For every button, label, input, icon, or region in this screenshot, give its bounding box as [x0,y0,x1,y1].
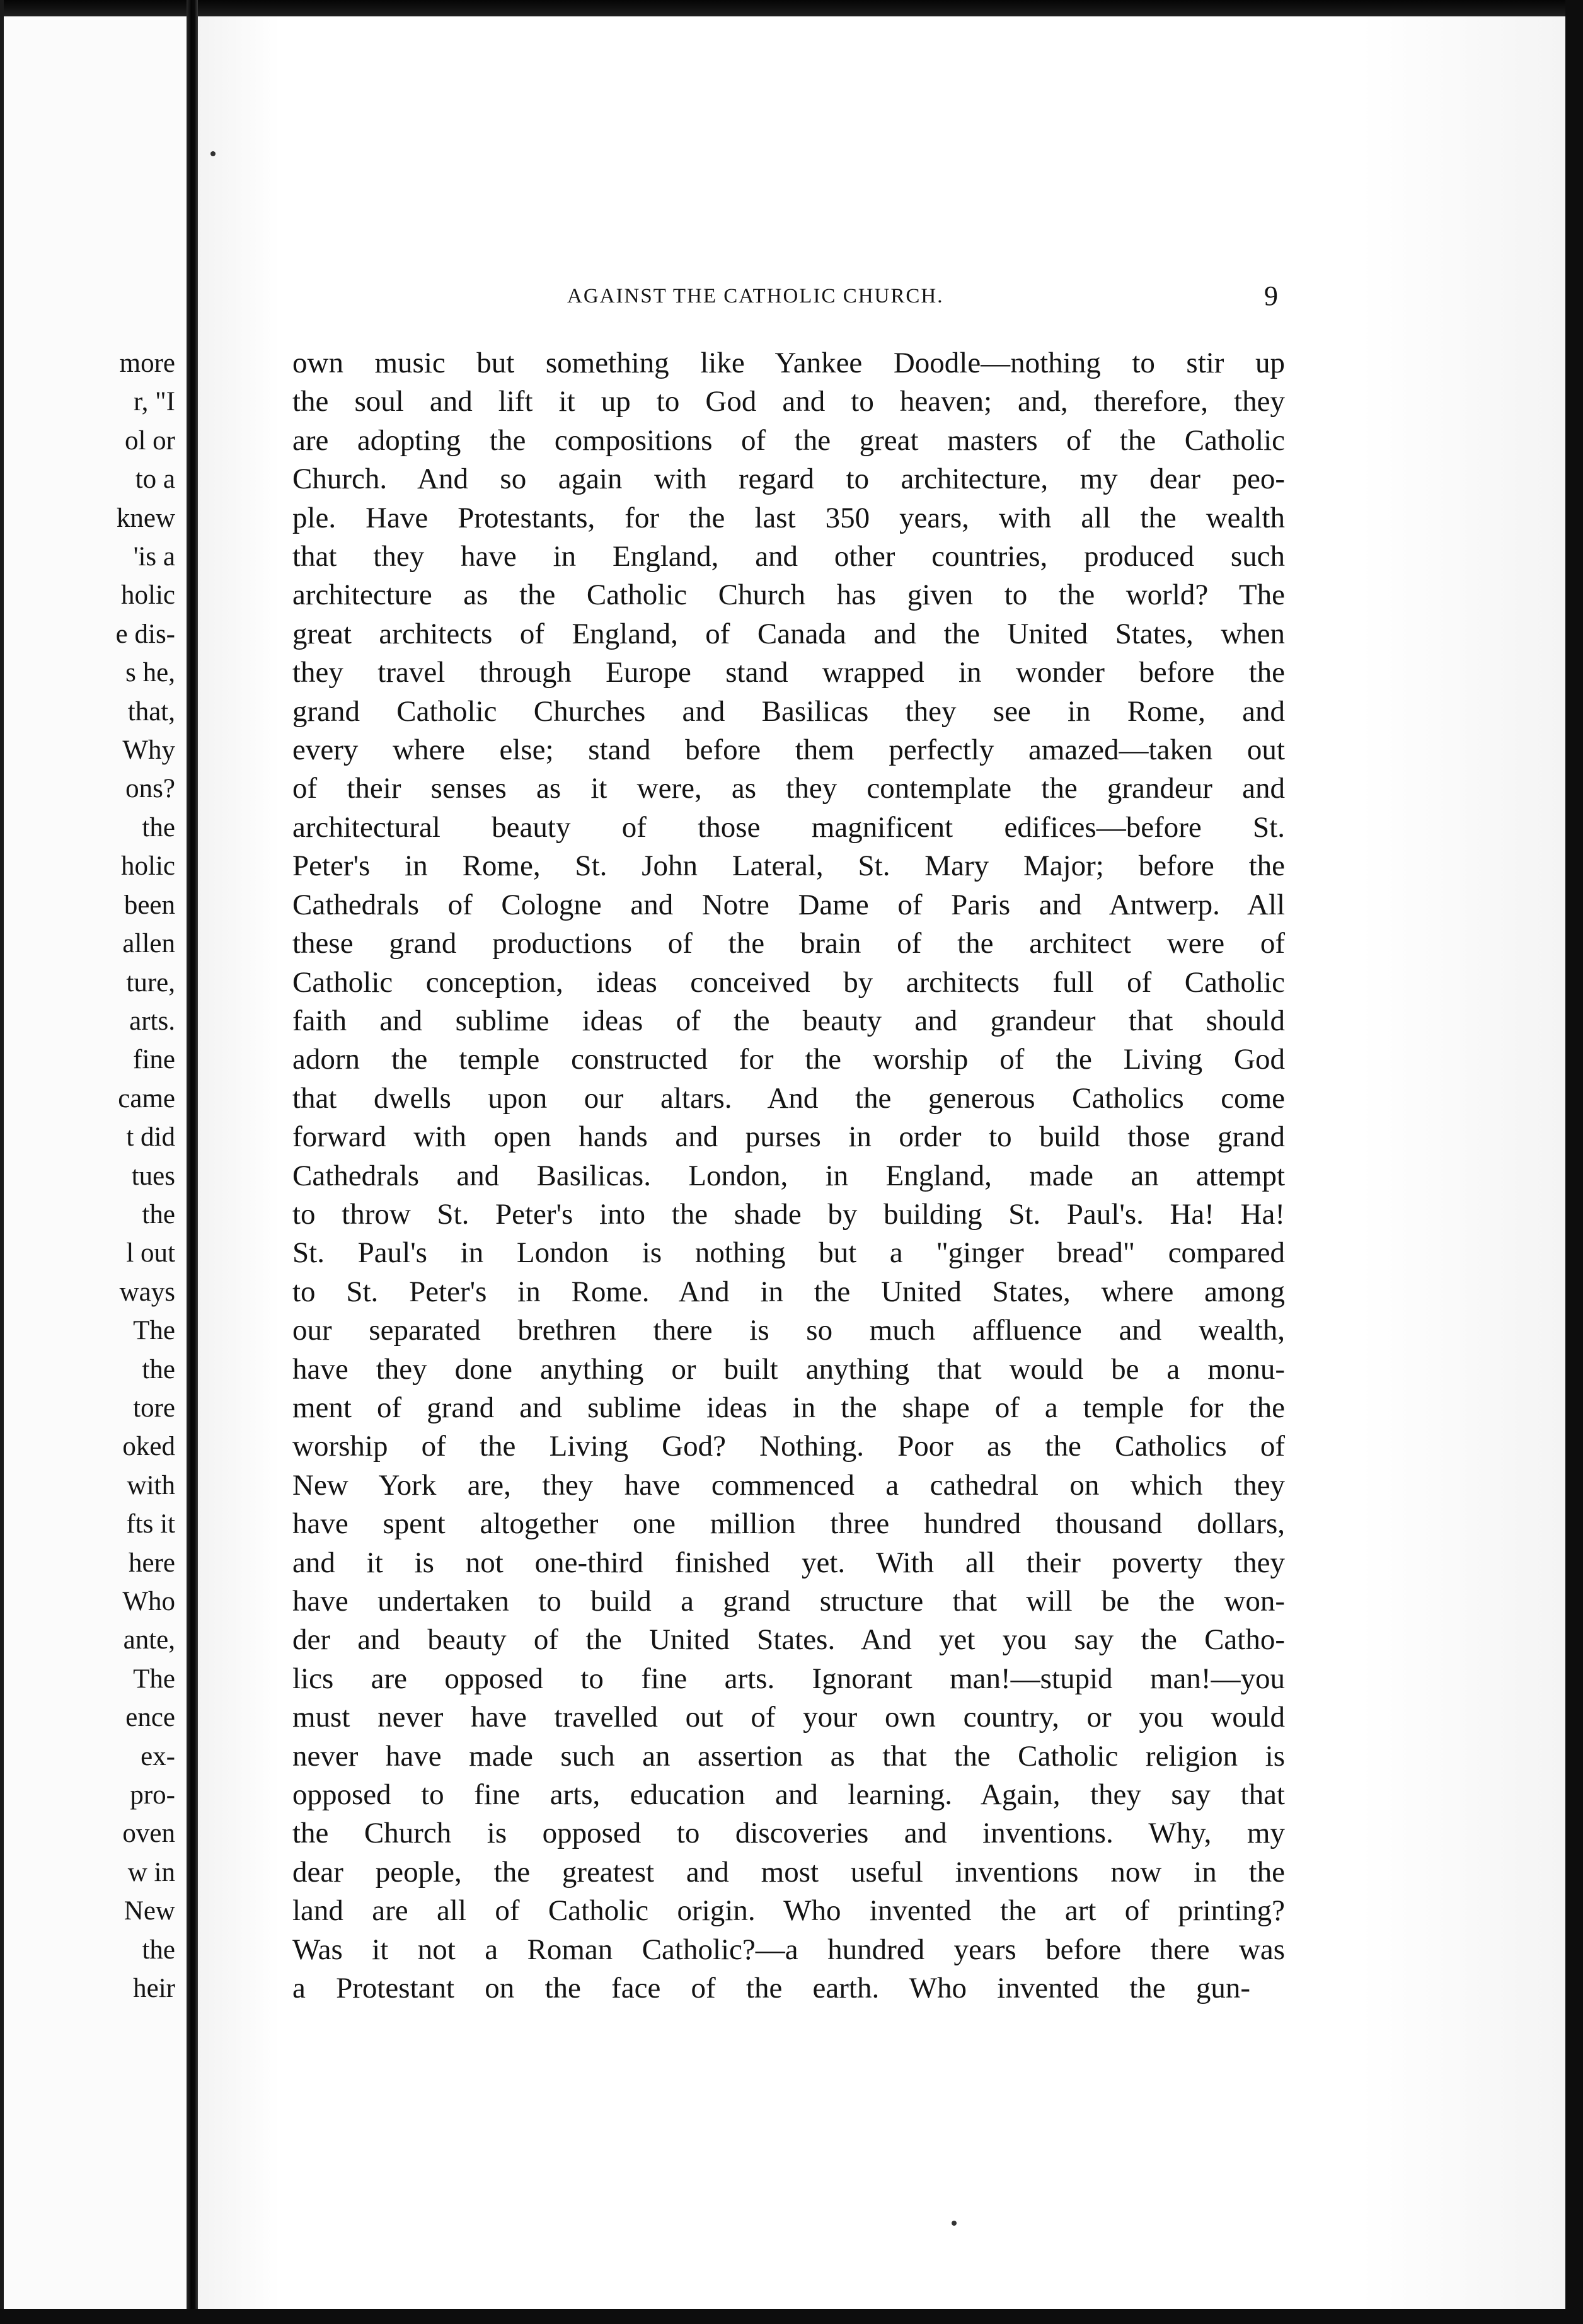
previous-page-line: ways [119,1277,175,1307]
previous-page-line: l out [126,1238,175,1268]
previous-page-line: ence [125,1703,175,1733]
previous-page-line: ons? [125,774,175,804]
previous-page-line: r, "I [134,387,175,417]
previous-page-line: fine [133,1045,175,1075]
previous-page-line: ante, [123,1625,175,1655]
previous-page-line: Why [122,735,175,766]
text-line: have undertaken to build a grand structure that will be the won- [292,1585,1285,1618]
previous-page-line: the [142,1199,175,1229]
text-line: Catholic conception, ideas conceived by architects full of Catholic [292,965,1285,999]
previous-page-line: The [133,1316,175,1346]
text-line: the Church is opposed to discoveries and inventions. Why, my [292,1817,1285,1850]
previous-page-line: tore [133,1393,175,1423]
text-line: forward with open hands and purses in order to build those grand [292,1120,1285,1154]
text-line: our separated brethren there is so much affluence and wealth, [292,1314,1285,1347]
text-line: Church. And so again with regard to architecture, my dear peo- [292,463,1285,496]
scan-speck [952,2221,957,2226]
text-line: Was it not a Roman Catholic?—a hundred years before there was [292,1933,1285,1966]
text-line: Peter's in Rome, St. John Lateral, St. Mary Major; before the [292,849,1285,883]
previous-page-line: allen [122,929,175,959]
text-line: adorn the temple constructed for the worship of the Living God [292,1043,1285,1076]
scan-border-right [1565,0,1583,2324]
text-line: dear people, the greatest and most useful inventions now in the [292,1855,1285,1889]
previous-page-line: knew [116,503,175,533]
previous-page-line: holic [121,851,175,882]
previous-page-line: e dis- [115,619,175,649]
previous-page-line: s he, [125,658,175,688]
previous-page-line: pro- [130,1780,175,1810]
previous-page-line: oven [122,1819,175,1849]
binding-gutter [187,0,198,2324]
previous-page-line: w in [127,1857,175,1887]
text-line: der and beauty of the United States. And yet you say the Catho- [292,1623,1285,1657]
text-line: land are all of Catholic origin. Who invented the art of printing? [292,1894,1285,1928]
previous-page-line: 'is a [133,542,175,572]
text-line: must never have travelled out of your own country, or you would [292,1701,1285,1734]
text-line: Cathedrals and Basilicas. London, in England, made an attempt [292,1159,1285,1192]
previous-page-line: ex- [141,1741,175,1771]
previous-page-line: tues [131,1161,175,1191]
text-line: are adopting the compositions of the great masters of the Catholic [292,423,1285,457]
previous-page-line: the [142,812,175,843]
book-page [198,16,1565,2309]
previous-page-line: been [124,890,175,920]
text-line: the soul and lift it up to God and to heaven; and, therefore, they [292,385,1285,418]
previous-page-line: with [127,1470,175,1500]
previous-page-line: to a [135,464,175,495]
text-line: grand Catholic Churches and Basilicas they see in Rome, and [292,694,1285,728]
previous-page-line: ture, [126,967,175,998]
text-line: faith and sublime ideas of the beauty and grandeur that should [292,1004,1285,1037]
text-line: every where else; stand before them perfectly amazed—taken out [292,733,1285,767]
previous-page-line: more [119,348,175,378]
text-line: worship of the Living God? Nothing. Poor as the Catholics of [292,1430,1285,1463]
previous-page-line: the [142,1354,175,1384]
previous-page-line: arts. [129,1006,175,1036]
previous-page-line: came [118,1083,175,1113]
previous-page-line: The [133,1664,175,1694]
text-line: to throw St. Peter's into the shade by building St. Paul's. Ha! Ha! [292,1197,1285,1231]
text-line: to St. Peter's in Rome. And in the United States, where among [292,1275,1285,1308]
text-line: of their senses as it were, as they contemplate the grandeur and [292,772,1285,805]
scan-border-top [0,0,1583,16]
previous-page-line: the [142,1935,175,1965]
text-line: New York are, they have commenced a cathedral on which they [292,1468,1285,1502]
text-line: St. Paul's in London is nothing but a "ginger bread" compared [292,1236,1285,1270]
text-line: never have made such an assertion as that the Catholic religion is [292,1739,1285,1773]
text-line: own music but something like Yankee Doodle—nothing to stir up [292,347,1285,379]
text-line: architectural beauty of those magnificent edifices—before St. [292,810,1285,844]
previous-page-line: New [124,1896,175,1926]
previous-page-line: that, [127,696,175,727]
scan-border-bottom [0,2309,1583,2324]
text-line: architecture as the Catholic Church has given to the world? The [292,578,1285,612]
previous-page-line: Who [122,1587,175,1616]
previous-page-line: ol or [124,425,175,456]
text-line: opposed to fine arts, education and learning. Again, they say that [292,1778,1285,1812]
previous-page-line: fts it [126,1509,175,1539]
previous-page-line: holic [121,580,175,611]
page-number: 9 [1264,280,1278,311]
text-line: Cathedrals of Cologne and Notre Dame of Paris and Antwerp. All [292,888,1285,921]
running-header: AGAINST THE CATHOLIC CHURCH. [567,285,944,308]
previous-page-line: t did [126,1122,175,1153]
text-line: have they done anything or built anything that would be a monu- [292,1352,1285,1386]
previous-page-line: heir [133,1974,175,2004]
body-text [292,344,1285,2008]
previous-page-strip [4,16,187,2309]
text-line: that they have in England, and other countries, produced such [292,540,1285,573]
text-line: ple. Have Protestants, for the last 350 years, with all the wealth [292,501,1285,534]
text-line: ment of grand and sublime ideas in the shape of a temple for the [292,1391,1285,1424]
text-line: have spent altogether one million three hundred thousand dollars, [292,1507,1285,1541]
text-line: lics are opposed to fine arts. Ignorant man!—stupid man!—you [292,1662,1285,1695]
previous-page-line: oked [122,1432,175,1462]
scan-speck [210,151,216,156]
text-line: that dwells upon our altars. And the generous Catholics come [292,1081,1285,1115]
text-line: great architects of England, of Canada and the United States, when [292,617,1285,650]
text-line: these grand productions of the brain of the architect were of [292,927,1285,960]
previous-page-text [4,344,175,2008]
previous-page-line: here [129,1548,175,1578]
text-line: they travel through Europe stand wrapped in wonder before the [292,656,1285,689]
text-line: a Protestant on the face of the earth. Who invented the gun- [292,1972,1250,2005]
text-line: and it is not one-third finished yet. With all their poverty they [292,1546,1285,1579]
